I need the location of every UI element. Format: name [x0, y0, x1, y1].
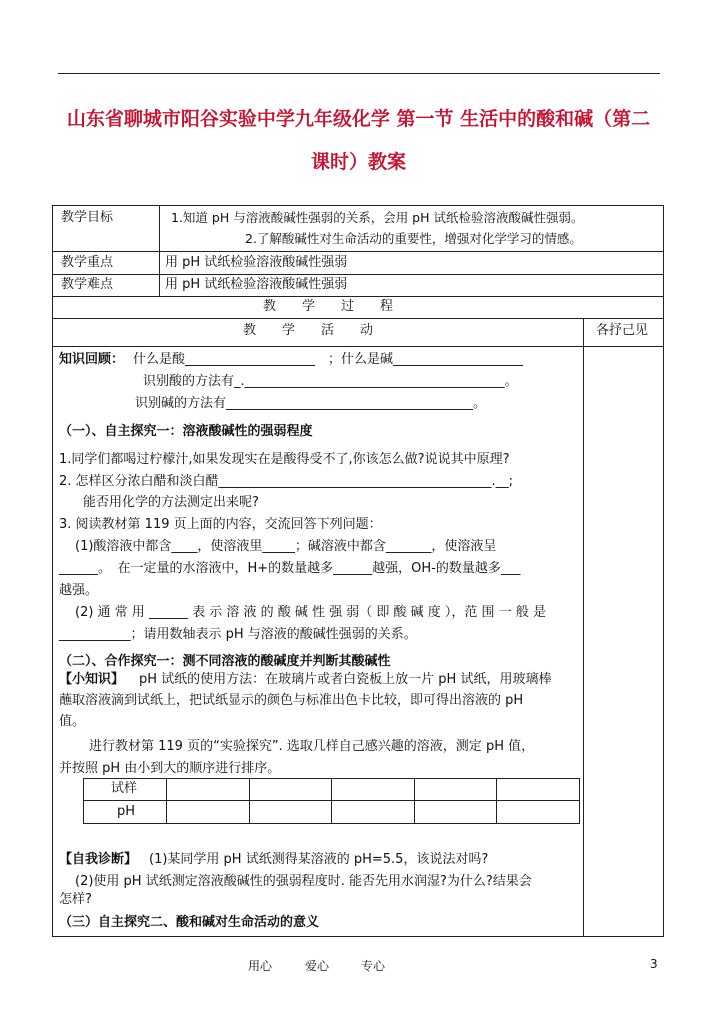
review-label: 知识回顾：	[59, 352, 125, 367]
row-divider	[53, 274, 663, 275]
lesson-plan-table	[52, 205, 664, 937]
section3-heading: （三）自主探究二、酸和碱对生命活动的意义	[59, 915, 320, 930]
tip-line-2: 蘸取溶液滴到试纸上，把试纸显示的颜色与标准出色卡比较，即可得出溶液的 pH	[59, 693, 524, 708]
footer-motto-1: 用心	[248, 959, 273, 973]
section1-heading: （一）、自主探究一：溶液酸碱性的强弱程度	[59, 424, 313, 439]
section1-q2a: 2. 怎样区分浓白醋和淡白醋__________________________________________.__;	[59, 474, 514, 489]
diagnosis-label: 【自我诊断】	[59, 852, 138, 867]
review-line-3: 识别碱的方法有______________________________________。	[135, 396, 487, 411]
key-point-label: 教学重点	[61, 255, 114, 270]
doc-title-line2: 课时）教案	[310, 151, 406, 173]
section1-p1b: ______。 在一定量的水溶液中，H+的数量越多______越强，OH-的数量越多___	[59, 561, 521, 576]
key-point-text: 用 pH 试纸检验溶液酸碱性强弱	[165, 255, 348, 270]
header-rule	[58, 73, 660, 74]
footer-motto-3: 专心	[361, 959, 386, 973]
experiment-line-2: 并按照 pH 由小到大的顺序进行排序。	[59, 761, 281, 776]
notes-header: 各抒己见	[596, 323, 649, 338]
activity-header: 教 学 活 动	[243, 323, 374, 338]
ph-col-divider	[166, 778, 167, 824]
ph-row-ph-label: pH	[117, 804, 136, 819]
col-divider	[583, 318, 584, 936]
ph-col-divider	[249, 778, 250, 824]
ph-row-sample-label: 试样	[111, 781, 138, 796]
section2-heading: （二）、合作探究一：测不同溶液的酸碱度并判断其酸碱性	[59, 654, 391, 669]
experiment-line-1: 进行教材第 119 页的“实验探究”. 选取几样自己感兴趣的溶液，测定 pH 值，	[89, 739, 535, 754]
section1-q1: 1.同学们都喝过柠檬汁,如果发现实在是酸得受不了,你该怎么做?说说其中原理?	[59, 452, 510, 467]
section1-p2a: (2) 通 常 用 ______ 表 示 溶 液 的 酸 碱 性 强 弱（ 即 酸 碱 度 ），范 围 一 般 是	[75, 605, 546, 620]
review-line-2: 识别酸的方法有_.________________________________________。	[143, 374, 518, 389]
tip-label: 【小知识】	[59, 672, 125, 687]
ph-col-divider	[331, 778, 332, 824]
process-header: 教 学 过 程	[263, 299, 394, 314]
objective-1: 1.知道 pH 与溶液酸碱性强弱的关系，会用 pH 试纸检验溶液酸碱性强弱。	[171, 210, 584, 225]
diagnosis-q2b: 怎样?	[59, 892, 92, 907]
col-divider	[159, 206, 160, 296]
row-divider	[53, 318, 663, 319]
row-divider	[53, 251, 663, 252]
difficulty-text: 用 pH 试纸检验溶液酸碱性强弱	[165, 277, 348, 292]
tip-line-1: pH 试纸的使用方法：在玻璃片或者白瓷板上放一片 pH 试纸，用玻璃棒	[139, 672, 552, 687]
diagnosis-q2a: (2)使用 pH 试纸测定溶液酸碱性的强弱程度时. 能否先用水润湿?为什么?结果会	[75, 874, 532, 889]
page-number: 3	[650, 957, 658, 971]
objective-2: 2.了解酸碱性对生命活动的重要性，增强对化学学习的情感。	[245, 231, 582, 246]
section1-p2b: ___________；请用数轴表示 pH 与溶液的酸碱性强弱的关系。	[59, 627, 417, 642]
review-line-1: 什么是酸____________________ ；什么是碱____________________	[133, 352, 524, 367]
doc-title-line1: 山东省聊城市阳谷实验中学九年级化学 第一节 生活中的酸和碱（第二	[66, 108, 651, 130]
row-divider	[53, 346, 663, 347]
footer-motto-2: 爱心	[305, 959, 330, 973]
objectives-label: 教学目标	[61, 210, 114, 225]
ph-record-table	[83, 778, 580, 824]
section1-p1a: (1)酸溶液中都含____，使溶液里_____；碱溶液中都含_______，使溶液呈	[75, 539, 497, 554]
section1-p1c: 越强。	[59, 583, 99, 598]
section1-q2b: 能否用化学的方法测定出来呢?	[83, 495, 259, 510]
ph-col-divider	[496, 778, 497, 824]
ph-col-divider	[414, 778, 415, 824]
difficulty-label: 教学难点	[61, 277, 114, 292]
section1-q3: 3. 阅读教材第 119 页上面的内容，交流回答下列问题：	[59, 517, 382, 532]
tip-line-3: 值。	[59, 714, 86, 729]
diagnosis-q1: (1)某同学用 pH 试纸测得某溶液的 pH=5.5，该说法对吗?	[149, 852, 489, 867]
